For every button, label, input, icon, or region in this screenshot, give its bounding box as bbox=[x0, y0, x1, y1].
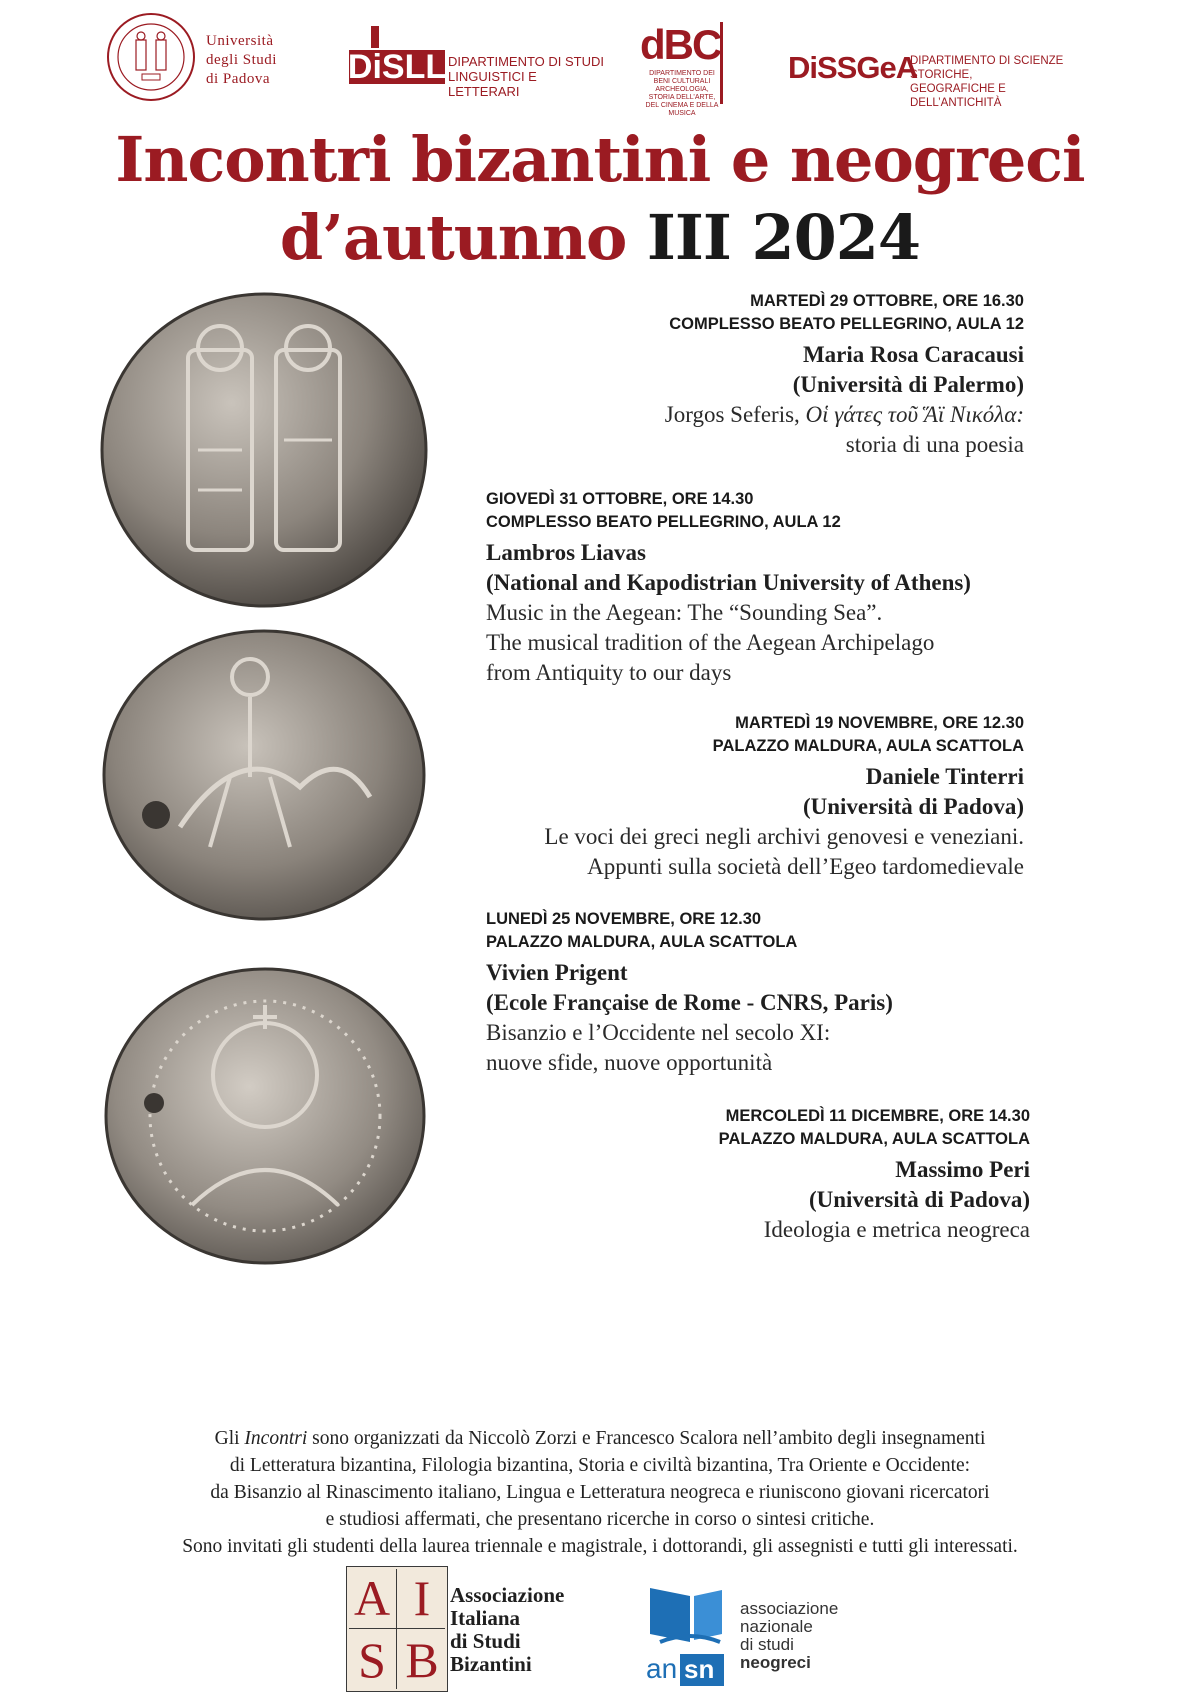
event-place: COMPLESSO BEATO PELLEGRINO, AULA 12 bbox=[669, 315, 1024, 333]
poster-title-line1: Incontri bizantini e neogreci bbox=[115, 123, 1085, 196]
unipd-line: di Padova bbox=[206, 71, 271, 87]
event-date: MERCOLEDÌ 11 DICEMBRE, ORE 14.30 bbox=[725, 1107, 1030, 1125]
disll-line: DIPARTIMENTO DI STUDI bbox=[448, 54, 605, 69]
aisb-name-line: Italiana bbox=[450, 1606, 521, 1630]
event-title-line1: Le voci dei greci negli archivi genovesi e veneziani. bbox=[544, 824, 1024, 849]
event-2 bbox=[486, 488, 1046, 688]
note-line: e studiosi affermati, che presentano ricerche in corso o sintesi critiche. bbox=[325, 1509, 875, 1530]
event-speaker: Lambros Liavas bbox=[486, 540, 646, 565]
organizers-note bbox=[40, 1425, 1160, 1560]
event-date: GIOVEDÌ 31 OTTOBRE, ORE 14.30 bbox=[486, 490, 754, 508]
event-date: LUNEDÌ 25 NOVEMBRE, ORE 12.30 bbox=[486, 910, 762, 928]
event-title-line1: Ideologia e metrica neogreca bbox=[763, 1217, 1030, 1242]
dissgea-line: GEOGRAFICHE E DELL’ANTICHITÀ bbox=[910, 83, 1006, 109]
event-title-italic: Οἱ γάτες τοῦ Ἅϊ Νικόλα: bbox=[805, 402, 1024, 427]
aisb-logo bbox=[346, 1566, 448, 1692]
event-place: PALAZZO MALDURA, AULA SCATTOLA bbox=[712, 737, 1024, 755]
disll-logo-icon bbox=[347, 20, 447, 92]
ansn-name-line: nazionale bbox=[740, 1617, 813, 1636]
event-1 bbox=[520, 290, 1024, 460]
unipd-line: Università bbox=[206, 33, 274, 49]
ansn-name-line: neogreci bbox=[740, 1653, 811, 1672]
dbc-mark: dBC bbox=[640, 21, 721, 68]
ansn-mark-an: an bbox=[646, 1653, 678, 1684]
note-line: Sono invitati gli studenti della laurea triennale e magistrale, i dottorandi, gli assegnisti e tutti gli interessati. bbox=[182, 1536, 1018, 1557]
aisb-rule bbox=[396, 1569, 397, 1689]
note-line bbox=[40, 1425, 1160, 1452]
aisb-letter: A bbox=[353, 1570, 391, 1626]
ansn-mark-sn: sn bbox=[684, 1654, 715, 1684]
ansn-name-line: associazione bbox=[740, 1599, 839, 1618]
event-5 bbox=[520, 1105, 1030, 1245]
event-speaker: Massimo Peri bbox=[895, 1157, 1030, 1182]
coin-image-2 bbox=[100, 627, 428, 923]
event-place: COMPLESSO BEATO PELLEGRINO, AULA 12 bbox=[486, 513, 841, 531]
aisb-letter: S bbox=[358, 1632, 386, 1688]
note-line: da Bisanzio al Rinascimento italiano, Lingua e Letteratura neogreca e riuniscono giovani ricercatori bbox=[210, 1482, 990, 1503]
event-date: MARTEDÌ 29 OTTOBRE, ORE 16.30 bbox=[750, 292, 1024, 310]
event-speaker: Daniele Tinterri bbox=[865, 764, 1024, 789]
event-title-line3: from Antiquity to our days bbox=[486, 660, 732, 685]
event-title-line2: The musical tradition of the Aegean Archipelago bbox=[486, 630, 935, 655]
event-title-line2: nuove sfide, nuove opportunità bbox=[486, 1050, 773, 1075]
dissgea-line: DIPARTIMENTO DI SCIENZE STORICHE, bbox=[910, 55, 1064, 81]
unipd-name bbox=[206, 32, 326, 89]
aisb-letter: B bbox=[405, 1632, 439, 1688]
event-affiliation: (Ecole Française de Rome - CNRS, Paris) bbox=[486, 990, 893, 1015]
event-affiliation: (Università di Palermo) bbox=[792, 372, 1024, 397]
poster-title-line2 bbox=[0, 198, 1200, 278]
title-colored: d’autunno bbox=[279, 201, 627, 274]
dissgea-mark: DiSSGeA bbox=[788, 50, 918, 85]
event-4 bbox=[486, 908, 1046, 1078]
dbc-name: DIPARTIMENTO DEI BENI CULTURALI ARCHEOLOGIA, STORIA DELL’ARTE, DEL CINEMA E DELLA MUSICA bbox=[645, 70, 719, 117]
coin-image-3 bbox=[102, 965, 428, 1267]
aisb-rule bbox=[349, 1628, 445, 1629]
unipd-seal-icon bbox=[106, 12, 196, 102]
event-affiliation: (Università di Padova) bbox=[802, 794, 1024, 819]
event-title-line2: storia di una poesia bbox=[845, 432, 1024, 457]
note-rest: sono organizzati da Niccolò Zorzi e Francesco Scalora nell’ambito degli insegnamenti bbox=[307, 1428, 986, 1449]
event-title-line1: Bisanzio e l’Occidente nel secolo XI: bbox=[486, 1020, 831, 1045]
ansn-name-line: di studi bbox=[740, 1635, 794, 1654]
event-date: MARTEDÌ 19 NOVEMBRE, ORE 12.30 bbox=[735, 714, 1024, 732]
event-title bbox=[520, 400, 1024, 430]
logo-row bbox=[0, 12, 1200, 117]
event-title-line1: Music in the Aegean: The “Sounding Sea”. bbox=[486, 600, 883, 625]
event-speaker: Vivien Prigent bbox=[486, 960, 628, 985]
disll-line: LINGUISTICI E LETTERARI bbox=[448, 69, 537, 99]
event-speaker: Maria Rosa Caracausi bbox=[802, 342, 1024, 367]
note-line: di Letteratura bizantina, Filologia bizantina, Storia e civiltà bizantina, Tra Oriente e Occidente: bbox=[229, 1455, 971, 1476]
aisb-name-line: Associazione bbox=[450, 1583, 565, 1607]
unipd-line: degli Studi bbox=[206, 52, 277, 68]
event-affiliation: (National and Kapodistrian University of Athens) bbox=[486, 570, 971, 595]
note-italic: Incontri bbox=[244, 1428, 308, 1449]
note-prefix: Gli bbox=[214, 1428, 245, 1449]
aisb-name bbox=[450, 1584, 610, 1676]
ansn-name bbox=[740, 1600, 870, 1672]
aisb-letter: I bbox=[413, 1570, 431, 1626]
title-edition: III 2024 bbox=[646, 201, 921, 274]
event-title-prefix: Jorgos Seferis, bbox=[664, 402, 806, 427]
aisb-name-line: Bizantini bbox=[450, 1652, 532, 1676]
event-affiliation: (Università di Padova) bbox=[808, 1187, 1030, 1212]
event-place: PALAZZO MALDURA, AULA SCATTOLA bbox=[718, 1130, 1030, 1148]
event-title-line2: Appunti sulla società dell’Egeo tardomedievale bbox=[587, 854, 1024, 879]
aisb-name-line: di Studi bbox=[450, 1629, 521, 1653]
event-3 bbox=[460, 712, 1024, 882]
ansn-logo-icon bbox=[640, 1578, 730, 1688]
disll-name bbox=[448, 54, 608, 99]
dissgea-name bbox=[910, 54, 1090, 110]
coin-image-1 bbox=[98, 290, 430, 610]
event-place: PALAZZO MALDURA, AULA SCATTOLA bbox=[486, 933, 798, 951]
disll-mark-text: DiSLL bbox=[347, 48, 447, 86]
